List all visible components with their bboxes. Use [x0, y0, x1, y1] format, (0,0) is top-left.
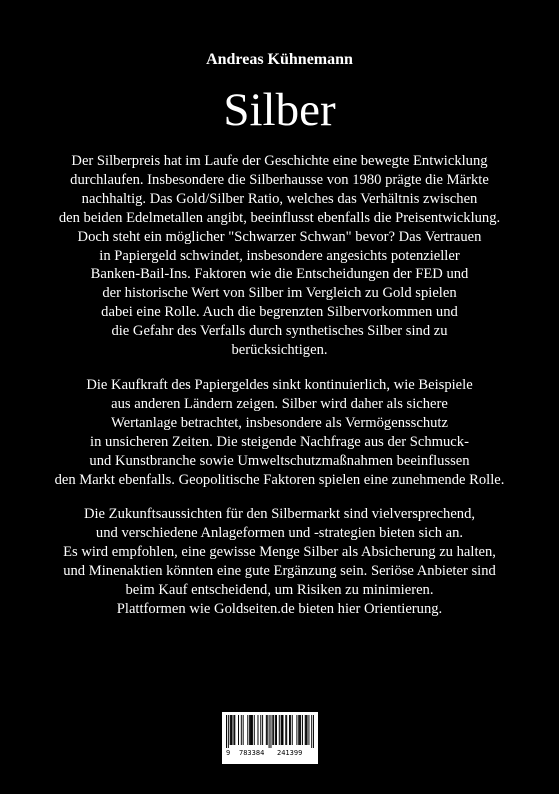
- barcode-bar: [305, 715, 306, 745]
- barcode-bar: [308, 715, 309, 745]
- barcode-bar: [231, 715, 232, 745]
- text-line: in Papiergeld schwindet, insbesondere angesichts potenzieller: [99, 247, 460, 264]
- barcode-bar: [289, 715, 290, 745]
- text-line: berücksichtigen.: [231, 342, 328, 359]
- barcode-bar: [228, 715, 229, 748]
- barcode-bar: [285, 715, 286, 745]
- barcode-bar: [279, 715, 280, 745]
- barcode-bar: [273, 715, 274, 745]
- text-line: Die Zukunftsaussichten für den Silbermarkt sind vielversprechend,: [83, 506, 476, 522]
- text-line: beim Kauf entscheidend, um Risiken zu minimieren.: [125, 581, 434, 598]
- barcode-bar: [233, 715, 234, 745]
- book-title: Silber: [223, 84, 336, 136]
- barcode-bar: [250, 715, 251, 745]
- text-line: durchlaufen. Insbesondere die Silberhausse von 1980 prägte die Märkte: [70, 171, 489, 188]
- text-line: die Gefahr des Verfalls durch synthetisches Silber sind zu: [111, 323, 448, 340]
- barcode-right-digits: 241399: [277, 749, 303, 757]
- text-line: und verschiedene Anlageformen und -strategien bieten sich an.: [95, 524, 464, 541]
- text-line: Banken-Bail-Ins. Faktoren wie die Entscheidungen der FED und: [90, 266, 469, 283]
- barcode-bar: [306, 715, 307, 745]
- text-line: den Markt ebenfalls. Geopolitische Faktoren spielen eine zunehmende Rolle.: [54, 471, 505, 488]
- barcode-bar: [283, 715, 284, 745]
- text-line: Der Silberpreis hat im Laufe der Geschichte eine bewegte Entwicklung: [71, 153, 488, 169]
- barcode-bar: [286, 715, 287, 745]
- barcode-bar: [270, 715, 271, 748]
- barcode-bar: [241, 715, 242, 745]
- author-name: Andreas Kühnemann: [206, 51, 353, 68]
- text-line: Doch steht ein möglicher "Schwarzer Schwan" bevor? Das Vertrauen: [77, 228, 482, 245]
- barcode-bar: [302, 715, 303, 745]
- barcode-bar: [281, 715, 282, 745]
- text-line: dabei eine Rolle. Auch die begrenzten Silbervorkommen und: [101, 304, 458, 321]
- text-line: den beiden Edelmetallen angibt, beeinflusst ebenfalls die Preisentwicklung.: [58, 209, 501, 226]
- barcode-first-digit: 9: [226, 749, 231, 757]
- text-line: Plattformen wie Goldseiten.de bieten hier Orientierung.: [116, 600, 443, 617]
- barcode-bar: [296, 715, 297, 745]
- blurb-paragraph-2: [20, 376, 539, 489]
- barcode-bar: [266, 715, 267, 745]
- text-line: und Minenaktien könnten eine gute Ergänzung sein. Seriöse Anbieter sind: [63, 562, 496, 579]
- barcode-bar: [276, 715, 277, 745]
- barcode-bar: [300, 715, 301, 745]
- barcode-bar: [307, 715, 308, 745]
- barcode-bar: [299, 715, 300, 745]
- barcode-bar: [269, 715, 270, 748]
- barcode-bar: [232, 715, 233, 745]
- isbn-barcode: [222, 712, 318, 764]
- barcode-bar: [243, 715, 244, 745]
- barcode-bar: [311, 715, 312, 748]
- blurb-paragraph-1: [20, 152, 539, 360]
- text-line: Es wird empfohlen, eine gewisse Menge Silber als Absicherung zu halten,: [63, 543, 496, 560]
- barcode-bar: [249, 715, 250, 745]
- barcode-bar: [247, 715, 248, 745]
- barcode-bars: [226, 715, 314, 748]
- barcode-bar: [257, 715, 258, 745]
- barcode-bar: [252, 715, 253, 745]
- barcode-bar: [275, 715, 276, 745]
- barcode-digits: [222, 748, 318, 760]
- blurb-paragraph-3: [20, 505, 539, 618]
- barcode-bar: [251, 715, 252, 745]
- barcode-bar: [230, 715, 231, 745]
- barcode-left-digits: 783384: [239, 749, 265, 757]
- barcode-bar: [234, 715, 235, 745]
- barcode-bar: [260, 715, 261, 745]
- barcode-bar: [267, 715, 268, 745]
- barcode-bar: [292, 715, 293, 745]
- text-line: der historische Wert von Silber im Vergleich zu Gold spielen: [102, 285, 457, 302]
- barcode-bar: [272, 715, 273, 745]
- barcode-bar: [290, 715, 291, 745]
- barcode-bar: [238, 715, 239, 745]
- text-line: Wertanlage betrachtet, insbesondere als Vermögensschutz: [111, 414, 448, 431]
- text-line: nachhaltig. Das Gold/Silber Ratio, welches das Verhältnis zwischen: [81, 190, 478, 207]
- text-line: und Kunstbranche sowie Umweltschutzmaßnahmen beeinflussen: [89, 452, 470, 469]
- barcode-bar: [262, 715, 263, 745]
- barcode-bar: [226, 715, 227, 748]
- barcode-bar: [282, 715, 283, 745]
- text-line: in unsicheren Zeiten. Die steigende Nachfrage aus der Schmuck-: [90, 433, 469, 450]
- text-line: aus anderen Ländern zeigen. Silber wird daher als sichere: [111, 395, 448, 412]
- text-line: Die Kaufkraft des Papiergeldes sinkt kontinuierlich, wie Beispiele: [86, 377, 473, 393]
- barcode-bar: [254, 715, 255, 745]
- barcode-bar: [313, 715, 314, 748]
- barcode-bar: [298, 715, 299, 745]
